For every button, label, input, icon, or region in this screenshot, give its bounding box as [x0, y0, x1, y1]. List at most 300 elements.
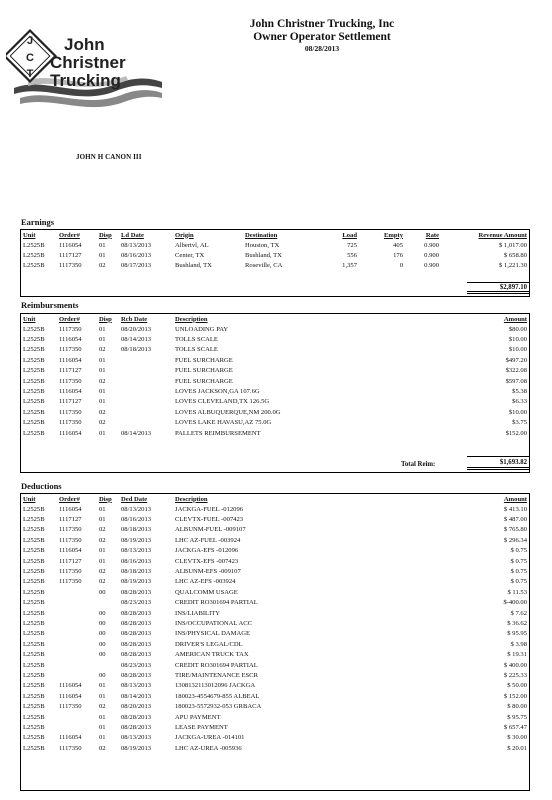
- reimbursements-cell: L2525B: [23, 346, 45, 354]
- deduction-row: [21, 618, 529, 628]
- deductions-cell: $ 0.75: [510, 578, 527, 586]
- deductions-cell: L2525B: [23, 640, 45, 648]
- reimbursements-cell: 01: [99, 429, 106, 437]
- reimbursements-cell: 1117127: [59, 367, 82, 375]
- reimbursements-cell: [119, 397, 173, 407]
- reimbursements-cell: 08/18/2013: [121, 346, 152, 354]
- deductions-cell: [57, 639, 97, 649]
- earnings-row: [21, 261, 529, 271]
- deductions-cell: L2525B: [23, 557, 45, 565]
- deductions-cell: 180023-5572932-053 GRBACA: [175, 703, 262, 711]
- deductions-cell: 08/14/2013: [121, 692, 152, 700]
- earnings-cell: 0.900: [424, 252, 439, 260]
- reimbursements-col-header: Unit: [23, 315, 36, 323]
- reimbursements-cell: 1117350: [59, 419, 82, 427]
- reimbursements-cell: L2525B: [23, 388, 45, 396]
- deductions-cell: QUALCOMM USAGE: [175, 588, 238, 596]
- earnings-col-header: Ld Date: [121, 231, 144, 239]
- deductions-cell: [57, 670, 97, 680]
- deductions-cell: L2525B: [23, 671, 45, 679]
- reimbursements-cell: L2525B: [23, 367, 45, 375]
- reimbursements-cell: 01: [99, 336, 106, 344]
- deductions-col-header: Unit: [23, 495, 36, 503]
- deductions-cell: $ 225.33: [503, 671, 527, 679]
- earnings-cell: 08/17/2013: [121, 262, 152, 270]
- reimbursements-cell: 08/14/2013: [121, 429, 152, 437]
- deductions-cell: 01: [99, 516, 106, 524]
- deductions-cell: 08/13/2013: [121, 682, 152, 690]
- reimbursements-cell: L2525B: [23, 398, 45, 406]
- reimbursements-cell: [119, 407, 173, 417]
- earnings-title: Earnings: [21, 217, 55, 227]
- deductions-cell: 08/28/2013: [121, 630, 152, 638]
- earnings-cell: Bushland, TX: [245, 252, 282, 260]
- deduction-row: [21, 649, 529, 659]
- deductions-cell: L2525B: [23, 692, 45, 700]
- deductions-cell: 02: [99, 568, 106, 576]
- deductions-cell: 00: [99, 651, 106, 659]
- deductions-cell: CREDIT RO301694 PARTIAL: [175, 599, 258, 607]
- deductions-cell: 08/19/2013: [121, 536, 152, 544]
- deduction-row: [21, 712, 529, 722]
- deduction-row: [21, 639, 529, 649]
- deductions-cell: 08/28/2013: [121, 619, 152, 627]
- deduction-row: [21, 629, 529, 639]
- reimbursements-cell: $597.08: [505, 377, 527, 385]
- earnings-cell: 01: [99, 241, 106, 249]
- deductions-cell: LHC AZ-FUEL -003924: [175, 536, 241, 544]
- deductions-cell: [57, 587, 97, 597]
- deduction-row: [21, 525, 529, 535]
- reimbursements-col-header: Amount: [503, 315, 527, 323]
- deductions-cell: $ 400.00: [503, 661, 527, 669]
- deductions-cell: 02: [99, 703, 106, 711]
- reimbursements-col-header: Order#: [59, 315, 80, 323]
- deductions-cell: 08/18/2013: [121, 568, 152, 576]
- deductions-cell: ALBUNM-EFS -009107: [175, 568, 241, 576]
- reimbursement-row: [21, 366, 529, 376]
- reimbursements-cell: 02: [99, 346, 106, 354]
- deductions-cell: 1117350: [59, 578, 82, 586]
- deductions-cell: CLEVTX-FUEL -007423: [175, 516, 244, 524]
- reimbursements-cell: 1116054: [59, 429, 82, 437]
- deduction-row: [21, 504, 529, 514]
- reimbursements-header-row: [21, 314, 529, 324]
- deductions-cell: 1117350: [59, 526, 82, 534]
- deduction-row: [21, 556, 529, 566]
- deductions-cell: $ 50.00: [507, 682, 527, 690]
- deductions-cell: L2525B: [23, 651, 45, 659]
- reimbursements-cell: 1116054: [59, 388, 82, 396]
- reimbursements-cell: 08/20/2013: [121, 325, 152, 333]
- deductions-col-header: Order#: [59, 495, 80, 503]
- deductions-cell: 1117350: [59, 744, 82, 752]
- deductions-cell: 00: [99, 630, 106, 638]
- deductions-cell: $ 765.80: [503, 526, 527, 534]
- reimbursement-row: [21, 386, 529, 396]
- earnings-cell: 1117350: [59, 262, 82, 270]
- deductions-cell: $ 487.00: [503, 516, 527, 524]
- deductions-cell: L2525B: [23, 713, 45, 721]
- deductions-cell: 02: [99, 526, 106, 534]
- deductions-cell: $ 95.95: [507, 630, 527, 638]
- deductions-cell: [57, 712, 97, 722]
- deductions-cell: 00: [99, 609, 106, 617]
- reimbursements-cell: 01: [99, 325, 106, 333]
- deductions-body: [21, 504, 529, 753]
- reimbursement-row: [21, 324, 529, 334]
- deductions-cell: 08/13/2013: [121, 734, 152, 742]
- deductions-cell: 08/20/2013: [121, 703, 152, 711]
- deduction-row: [21, 608, 529, 618]
- earnings-cell: 1117127: [59, 252, 82, 260]
- deductions-cell: 01: [99, 692, 106, 700]
- earnings-cell: 176: [393, 252, 403, 260]
- reimbursements-cell: L2525B: [23, 336, 45, 344]
- deductions-col-header: Amount: [503, 495, 527, 503]
- deductions-cell: 08/28/2013: [121, 713, 152, 721]
- deductions-cell: 08/23/2013: [121, 599, 152, 607]
- deductions-cell: [97, 598, 119, 608]
- deductions-cell: $ 296.34: [503, 536, 527, 544]
- deductions-cell: APU PAYMENT: [175, 713, 221, 721]
- deductions-cell: INS/PHYSICAL DAMAGE: [175, 630, 251, 638]
- deductions-cell: 02: [99, 536, 106, 544]
- reimbursements-cell: LOVES ALBUQUERQUE,NM 200.0G: [175, 408, 281, 416]
- deductions-cell: 01: [99, 713, 106, 721]
- deduction-row: [21, 514, 529, 524]
- deduction-row: [21, 546, 529, 556]
- deductions-cell: $-400.00: [503, 599, 527, 607]
- reimbursements-cell: 1117350: [59, 325, 82, 333]
- reimbursements-cell: L2525B: [23, 429, 45, 437]
- reimbursements-cell: UNLOADING PAY: [175, 325, 229, 333]
- earnings-cell: Houston, TX: [245, 241, 280, 249]
- reimbursements-cell: L2525B: [23, 377, 45, 385]
- deductions-cell: 1116054: [59, 505, 82, 513]
- reimbursements-cell: $152.00: [505, 429, 527, 437]
- earnings-cell: $ 1,017.00: [498, 241, 527, 249]
- reimbursement-row: [21, 345, 529, 355]
- earnings-cell: Roseville, CA: [245, 262, 283, 270]
- deductions-cell: L2525B: [23, 526, 45, 534]
- deductions-cell: 08/18/2013: [121, 526, 152, 534]
- deductions-cell: 1116054: [59, 682, 82, 690]
- logo-word-1: John: [64, 35, 105, 54]
- deduction-row: [21, 722, 529, 732]
- reimbursement-row: [21, 334, 529, 344]
- reimbursements-cell: PALLETS REIMBURSEMENT: [175, 429, 261, 437]
- deductions-cell: [57, 618, 97, 628]
- earnings-cell: L2525B: [23, 241, 45, 249]
- deductions-cell: CLEVTX-EFS -007423: [175, 557, 239, 565]
- logo-monogram-c: C: [26, 52, 34, 64]
- deductions-cell: 1116054: [59, 547, 82, 555]
- deductions-cell: L2525B: [23, 588, 45, 596]
- earnings-cell: 08/13/2013: [121, 241, 152, 249]
- deductions-cell: L2525B: [23, 516, 45, 524]
- reimbursements-cell: 1116054: [59, 356, 82, 364]
- earnings-total: $2,897.10: [467, 282, 529, 294]
- deduction-row: [21, 660, 529, 670]
- deductions-cell: 01: [99, 734, 106, 742]
- earnings-table: [21, 230, 529, 271]
- deductions-cell: 08/13/2013: [121, 547, 152, 555]
- deductions-cell: $ 657.47: [503, 723, 527, 731]
- deductions-cell: 1117350: [59, 568, 82, 576]
- deductions-cell: 1116054: [59, 734, 82, 742]
- deductions-col-header: Disp: [99, 495, 112, 503]
- reimbursements-cell: 02: [99, 377, 106, 385]
- reimbursements-cell: $3.75: [512, 419, 527, 427]
- reimbursements-box: [20, 313, 530, 473]
- reimbursements-cell: L2525B: [23, 356, 45, 364]
- deduction-row: [21, 670, 529, 680]
- deductions-cell: L2525B: [23, 723, 45, 731]
- reimbursements-cell: 1117350: [59, 377, 82, 385]
- deduction-row: [21, 566, 529, 576]
- deductions-cell: 08/28/2013: [121, 723, 152, 731]
- reimbursements-cell: 02: [99, 408, 106, 416]
- reimbursements-cell: $5.38: [512, 388, 527, 396]
- deductions-cell: 08/16/2013: [121, 557, 152, 565]
- deductions-title: Deductions: [21, 481, 62, 491]
- reimbursements-cell: 01: [99, 356, 106, 364]
- reimbursements-cell: [119, 418, 173, 428]
- reimbursements-cell: LOVES JACKSON,GA 107.6G: [175, 388, 260, 396]
- deductions-cell: [57, 722, 97, 732]
- earnings-cell: 405: [393, 241, 403, 249]
- deductions-cell: L2525B: [23, 682, 45, 690]
- deductions-cell: LHC AZ-UREA -005936: [175, 744, 242, 752]
- reimbursements-cell: $322.08: [505, 367, 527, 375]
- deductions-cell: $ 11.53: [507, 588, 527, 596]
- earnings-cell: 556: [347, 252, 357, 260]
- reimbursements-cell: 1116054: [59, 336, 82, 344]
- deductions-cell: 1117127: [59, 557, 82, 565]
- reimbursements-cell: TOLLS SCALE: [175, 346, 218, 354]
- reimbursements-title: Reimbursments: [21, 300, 79, 310]
- deductions-cell: $ 152.00: [503, 692, 527, 700]
- reimbursements-col-header: Description: [175, 315, 208, 323]
- deduction-row: [21, 701, 529, 711]
- earnings-row: [21, 240, 529, 250]
- reimbursements-total-label: Total Reim:: [401, 461, 436, 468]
- earnings-body: [21, 240, 529, 271]
- reimbursements-cell: FUEL SURCHARGE: [175, 367, 233, 375]
- earnings-col-header: Order#: [59, 231, 80, 239]
- reimbursements-cell: 08/14/2013: [121, 336, 152, 344]
- reimbursements-cell: FUEL SURCHARGE: [175, 356, 233, 364]
- deductions-col-header: Description: [175, 495, 208, 503]
- deductions-box: [20, 493, 530, 791]
- deductions-cell: [57, 649, 97, 659]
- reimbursements-cell: L2525B: [23, 419, 45, 427]
- earnings-col-header: Empty: [383, 231, 403, 239]
- earnings-cell: Albertvl, AL: [175, 241, 209, 249]
- reimbursement-row: [21, 376, 529, 386]
- deductions-cell: L2525B: [23, 734, 45, 742]
- deductions-cell: L2525B: [23, 599, 45, 607]
- deductions-cell: 180023-4554679-855 ALBEAL: [175, 692, 260, 700]
- deduction-row: [21, 598, 529, 608]
- company-name: John Christner Trucking, Inc: [249, 18, 395, 30]
- deductions-cell: 1117350: [59, 536, 82, 544]
- deductions-cell: 02: [99, 744, 106, 752]
- deductions-cell: L2525B: [23, 568, 45, 576]
- deductions-cell: DRIVER'S LEGAL/CDL: [175, 640, 243, 648]
- deductions-cell: $ 0.75: [510, 568, 527, 576]
- earnings-cell: 725: [347, 241, 357, 249]
- deductions-cell: 02: [99, 578, 106, 586]
- earnings-cell: 02: [99, 262, 106, 270]
- logo-wordmark: [50, 35, 126, 90]
- earnings-col-header: Disp: [99, 231, 112, 239]
- deductions-cell: $ 36.62: [507, 619, 527, 627]
- deductions-cell: L2525B: [23, 609, 45, 617]
- reimbursements-cell: FUEL SURCHARGE: [175, 377, 233, 385]
- reimbursements-cell: L2525B: [23, 408, 45, 416]
- deductions-cell: $ 0.75: [510, 557, 527, 565]
- deductions-cell: L2525B: [23, 578, 45, 586]
- company-header: [176, 18, 468, 54]
- reimbursement-row: [21, 428, 529, 438]
- reimbursements-cell: [119, 366, 173, 376]
- earnings-cell: L2525B: [23, 252, 45, 260]
- earnings-row: [21, 250, 529, 260]
- deductions-cell: AMERICAN TRUCK TAX: [175, 651, 249, 659]
- settlement-date: 08/28/2013: [304, 44, 340, 53]
- deductions-cell: 1117127: [59, 516, 82, 524]
- deductions-cell: 08/28/2013: [121, 640, 152, 648]
- deductions-cell: L2525B: [23, 619, 45, 627]
- deductions-cell: 08/19/2013: [121, 578, 152, 586]
- earnings-cell: L2525B: [23, 262, 45, 270]
- deductions-cell: L2525B: [23, 536, 45, 544]
- deduction-row: [21, 691, 529, 701]
- deductions-cell: 01: [99, 682, 106, 690]
- deductions-cell: JACKGA-UREA -014101: [175, 734, 245, 742]
- earnings-col-header: Rate: [425, 231, 439, 239]
- earnings-cell: Center, TX: [175, 252, 205, 260]
- reimbursements-cell: $10.00: [508, 336, 527, 344]
- deductions-cell: [97, 660, 119, 670]
- deductions-cell: 08/28/2013: [121, 609, 152, 617]
- earnings-cell: 0.900: [424, 241, 439, 249]
- deductions-cell: 00: [99, 588, 106, 596]
- reimbursements-cell: 1117350: [59, 408, 82, 416]
- deductions-header-row: [21, 494, 529, 504]
- deductions-cell: 00: [99, 671, 106, 679]
- reimbursement-row: [21, 397, 529, 407]
- earnings-cell: 08/16/2013: [121, 252, 152, 260]
- deductions-col-header: Ded Date: [121, 495, 148, 503]
- deductions-cell: L2525B: [23, 630, 45, 638]
- deductions-cell: 1116054: [59, 692, 82, 700]
- deductions-cell: L2525B: [23, 661, 45, 669]
- reimbursement-row: [21, 407, 529, 417]
- deductions-cell: $ 0.75: [510, 547, 527, 555]
- deductions-cell: ALBUNM-FUEL -009107: [175, 526, 246, 534]
- earnings-box: [20, 229, 530, 297]
- deductions-cell: L2525B: [23, 703, 45, 711]
- reimbursements-cell: $80.00: [508, 325, 527, 333]
- reimbursements-cell: 1117127: [59, 398, 82, 406]
- deduction-row: [21, 577, 529, 587]
- reimbursement-row: [21, 355, 529, 365]
- deductions-cell: LHC AZ-EFS -003924: [175, 578, 236, 586]
- logo-monogram-letters: [26, 35, 34, 80]
- reimbursements-cell: [119, 355, 173, 365]
- deduction-row: [21, 681, 529, 691]
- deduction-row: [21, 743, 529, 753]
- deductions-cell: $ 30.00: [507, 734, 527, 742]
- reimbursements-table: [21, 314, 529, 438]
- deductions-cell: 1117350: [59, 703, 82, 711]
- earnings-cell: 1116054: [59, 241, 82, 249]
- deductions-cell: [57, 629, 97, 639]
- deductions-cell: 08/28/2013: [121, 651, 152, 659]
- reimbursements-cell: $6.33: [512, 398, 527, 406]
- deductions-cell: TIRE/MAINTENANCE ESCR: [175, 671, 258, 679]
- deductions-cell: $ 19.31: [507, 651, 527, 659]
- deductions-cell: 01: [99, 505, 106, 513]
- reimbursements-cell: LOVES LAKE HAVASU,AZ 75.0G: [175, 419, 272, 427]
- deductions-cell: INS/OCCUPATIONAL ACC: [175, 619, 253, 627]
- deductions-cell: $ 80.00: [507, 703, 527, 711]
- deductions-cell: 01: [99, 557, 106, 565]
- reimbursements-cell: 02: [99, 419, 106, 427]
- deduction-row: [21, 587, 529, 597]
- reimbursements-col-header: Disp: [99, 315, 112, 323]
- deductions-cell: L2525B: [23, 505, 45, 513]
- earnings-header-row: [21, 230, 529, 240]
- logo-word-3: Trucking: [50, 71, 121, 90]
- earnings-col-header: Destination: [245, 231, 278, 239]
- deduction-row: [21, 535, 529, 545]
- reimbursements-cell: [119, 376, 173, 386]
- deductions-cell: $ 95.75: [507, 713, 527, 721]
- deductions-cell: [57, 660, 97, 670]
- earnings-cell: 1,357: [342, 262, 357, 270]
- settlement-subtitle: Owner Operator Settlement: [253, 31, 391, 43]
- reimbursements-cell: $497.20: [505, 356, 527, 364]
- earnings-col-header: Load: [342, 231, 357, 239]
- deductions-cell: $ 7.62: [510, 609, 527, 617]
- deductions-cell: 08/16/2013: [121, 516, 152, 524]
- logo-word-2: Christner: [50, 53, 126, 72]
- reimbursements-cell: $10.00: [508, 408, 527, 416]
- earnings-cell: 01: [99, 252, 106, 260]
- deduction-row: [21, 733, 529, 743]
- earnings-col-header: Revenue Amount: [478, 231, 527, 239]
- deductions-cell: 01: [99, 547, 106, 555]
- deductions-cell: 08/23/2013: [121, 661, 152, 669]
- deductions-cell: L2525B: [23, 744, 45, 752]
- reimbursements-cell: $10.00: [508, 346, 527, 354]
- deductions-cell: 08/13/2013: [121, 505, 152, 513]
- reimbursements-cell: LOVES CLEVELAND,TX 126.5G: [175, 398, 270, 406]
- reimbursements-cell: 01: [99, 367, 106, 375]
- reimbursements-cell: L2525B: [23, 325, 45, 333]
- earnings-cell: 0: [399, 262, 403, 270]
- deductions-cell: $ 413.10: [503, 505, 527, 513]
- earnings-col-header: Unit: [23, 231, 36, 239]
- deductions-cell: 01: [99, 723, 106, 731]
- payee-name: JOHN H CANON III: [76, 153, 142, 161]
- reimbursement-row: [21, 418, 529, 428]
- reimbursements-cell: 01: [99, 388, 106, 396]
